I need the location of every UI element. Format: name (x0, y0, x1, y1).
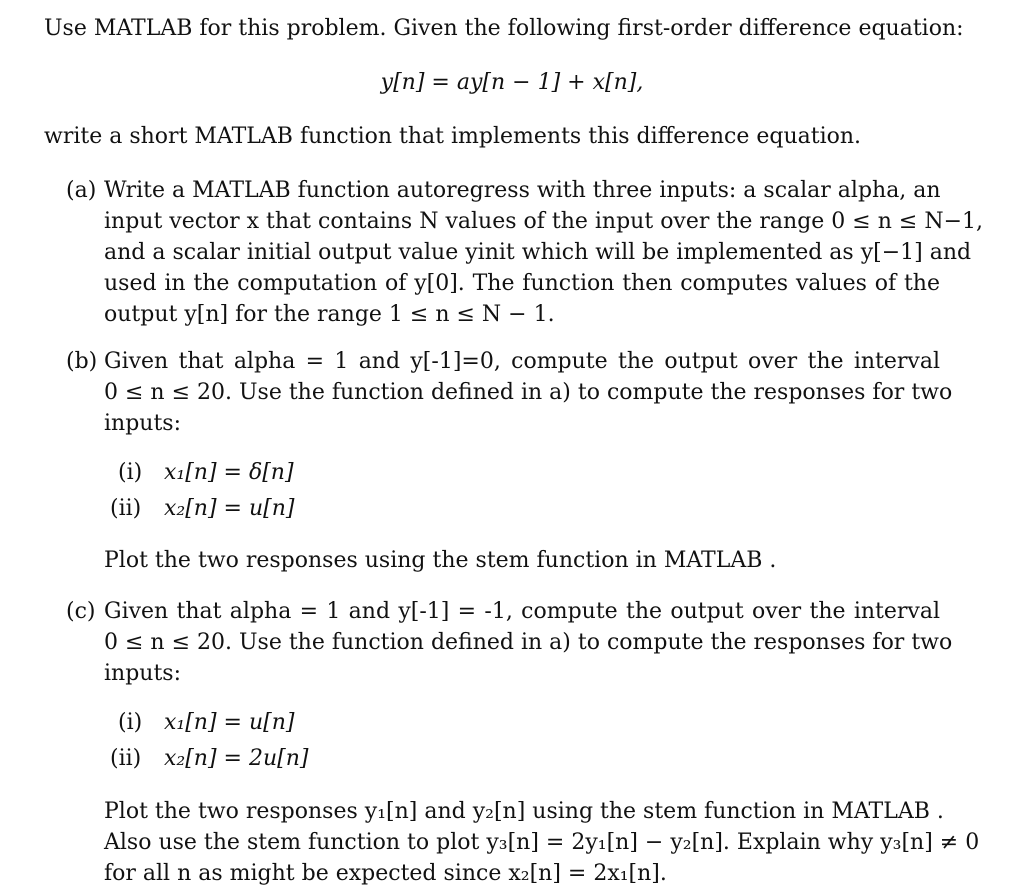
part-b-plot-instruction: Plot the two responses using the stem function in MATLAB . (104, 548, 777, 573)
intro-line-2: write a short MATLAB function that implements this difference equation. (44, 124, 862, 149)
part-a-line-4: used in the computation of y[0]. The function then computes values of the (104, 271, 940, 296)
part-a-label: (a) (66, 178, 97, 203)
part-b-ii-equation: x₂[n] = u[n] (164, 496, 295, 521)
part-b-i-equation: x₁[n] = δ[n] (164, 460, 294, 485)
part-a-line-2: input vector x that contains N values of the input over the range 0 ≤ n ≤ N−1, (104, 209, 983, 234)
part-b-line-2: 0 ≤ n ≤ 20. Use the function defined in a) to compute the responses for two (104, 380, 953, 405)
part-b-line-3: inputs: (104, 411, 181, 436)
part-c-ii-label: (ii) (110, 746, 142, 771)
intro-line-1: Use MATLAB for this problem. Given the following first-order difference equation: (44, 16, 964, 41)
part-c-i-label: (i) (118, 710, 143, 735)
part-c-label: (c) (66, 599, 96, 624)
part-a-line-5: output y[n] for the range 1 ≤ n ≤ N − 1. (104, 302, 555, 327)
part-c-line-1: Given that alpha = 1 and y[-1] = -1, compute the output over the interval (104, 599, 940, 624)
part-c-ii-equation: x₂[n] = 2u[n] (164, 746, 309, 771)
difference-equation: y[n] = ay[n − 1] + x[n], (380, 70, 644, 95)
part-c-plot-line-1: Plot the two responses y₁[n] and y₂[n] using the stem function in MATLAB . (104, 799, 944, 824)
part-b-line-1: Given that alpha = 1 and y[-1]=0, compute the output over the interval (104, 349, 940, 374)
part-a-line-1: Write a MATLAB function autoregress with three inputs: a scalar alpha, an (104, 178, 941, 203)
part-c-plot-line-2: Also use the stem function to plot y₃[n] = 2y₁[n] − y₂[n]. Explain why y₃[n] ≠ 0 (104, 830, 980, 855)
part-b-ii-label: (ii) (110, 496, 142, 521)
part-b-label: (b) (66, 349, 98, 374)
part-c-line-3: inputs: (104, 661, 181, 686)
part-b-i-label: (i) (118, 460, 143, 485)
part-c-line-2: 0 ≤ n ≤ 20. Use the function defined in a) to compute the responses for two (104, 630, 953, 655)
part-c-i-equation: x₁[n] = u[n] (164, 710, 295, 735)
part-c-plot-line-3: for all n as might be expected since x₂[n] = 2x₁[n]. (104, 861, 667, 886)
part-a-line-3: and a scalar initial output value yinit which will be implemented as y[−1] and (104, 240, 972, 265)
